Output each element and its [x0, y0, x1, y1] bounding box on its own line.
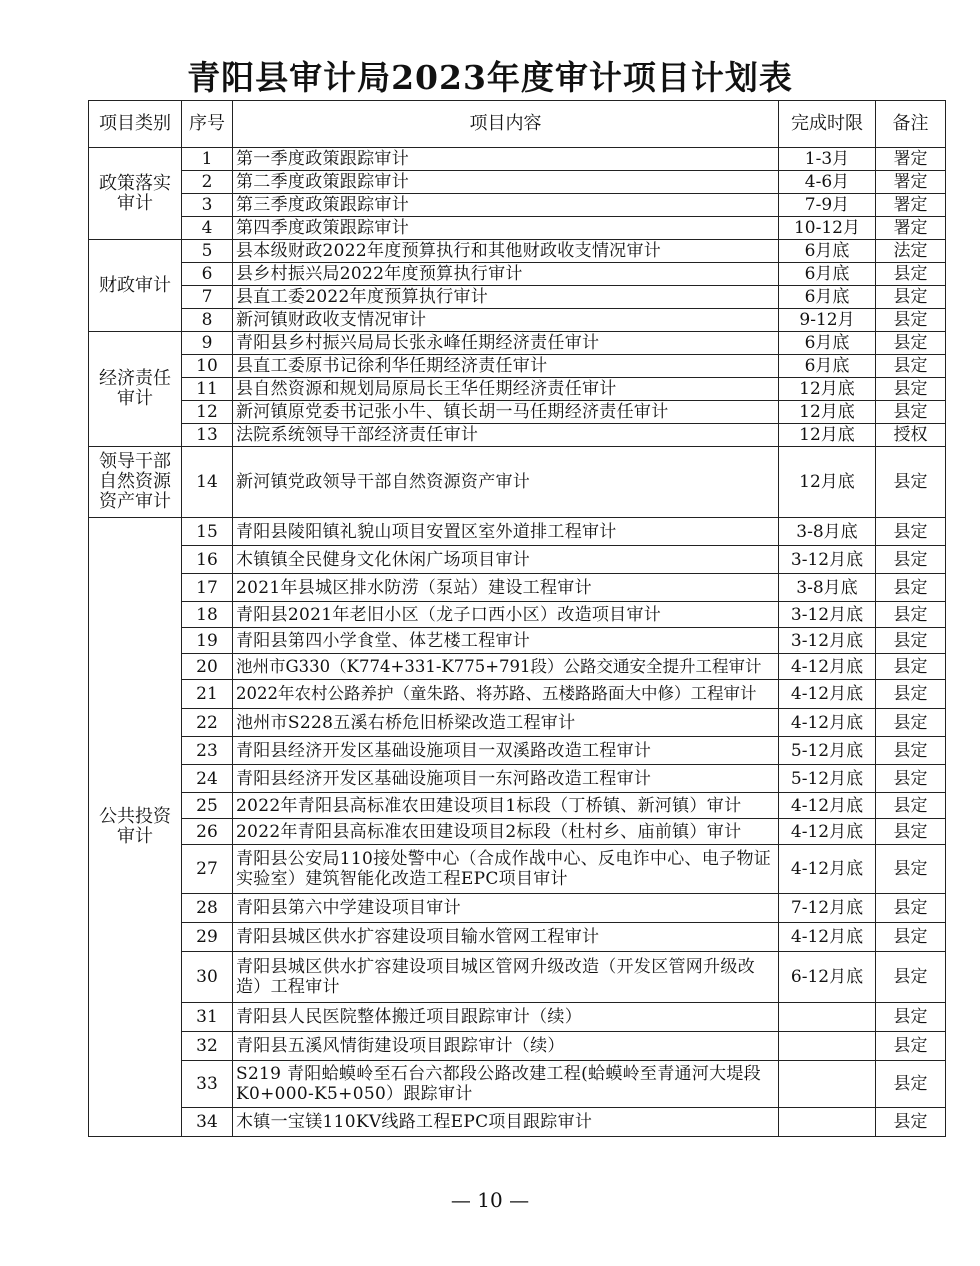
table-row [89, 355, 946, 378]
content-cell: 青阳县人民医院整体搬迁项目跟踪审计（续） [233, 1003, 779, 1032]
due-cell: 4-12月底 [779, 793, 876, 819]
table-row [89, 148, 946, 171]
seq-cell: 16 [182, 546, 233, 574]
table-row [89, 1032, 946, 1061]
seq-cell: 29 [182, 923, 233, 952]
due-cell: 4-12月底 [779, 680, 876, 709]
note-cell: 县定 [876, 401, 946, 424]
note-cell: 县定 [876, 447, 946, 518]
table-row [89, 378, 946, 401]
due-cell: 6月底 [779, 263, 876, 286]
due-cell: 6月底 [779, 286, 876, 309]
content-cell: 青阳县城区供水扩容建设项目输水管网工程审计 [233, 923, 779, 952]
due-cell: 4-12月底 [779, 709, 876, 737]
seq-cell: 24 [182, 765, 233, 793]
content-cell: 新河镇原党委书记张小牛、镇长胡一马任期经济责任审计 [233, 401, 779, 424]
note-cell: 署定 [876, 194, 946, 217]
note-cell: 县定 [876, 709, 946, 737]
content-cell: 县直工委原书记徐利华任期经济责任审计 [233, 355, 779, 378]
table-row [89, 332, 946, 355]
due-cell: 4-12月底 [779, 819, 876, 845]
seq-cell: 22 [182, 709, 233, 737]
table-row [89, 709, 946, 737]
note-cell: 县定 [876, 1003, 946, 1032]
table-row [89, 574, 946, 602]
note-cell: 县定 [876, 332, 946, 355]
table-row [89, 894, 946, 923]
seq-cell: 21 [182, 680, 233, 709]
table-row [89, 401, 946, 424]
note-cell: 县定 [876, 952, 946, 1003]
content-cell: 县自然资源和规划局原局长王华任期经济责任审计 [233, 378, 779, 401]
note-cell: 署定 [876, 217, 946, 240]
note-cell: 县定 [876, 737, 946, 765]
seq-cell: 4 [182, 217, 233, 240]
content-cell: 第四季度政策跟踪审计 [233, 217, 779, 240]
due-cell: 6月底 [779, 240, 876, 263]
category-cell: 政策落实审计 [89, 148, 182, 240]
content-cell: 青阳县经济开发区基础设施项目一双溪路改造工程审计 [233, 737, 779, 765]
due-cell: 6-12月底 [779, 952, 876, 1003]
table-row [89, 546, 946, 574]
seq-cell: 3 [182, 194, 233, 217]
due-cell: 7-12月底 [779, 894, 876, 923]
content-cell: 县本级财政2022年度预算执行和其他财政收支情况审计 [233, 240, 779, 263]
content-cell: 池州市S228五溪右桥危旧桥梁改造工程审计 [233, 709, 779, 737]
note-cell: 署定 [876, 171, 946, 194]
due-cell: 12月底 [779, 378, 876, 401]
header-note: 备注 [876, 101, 946, 148]
header-content: 项目内容 [233, 101, 779, 148]
table-row [89, 518, 946, 546]
due-cell: 3-8月底 [779, 574, 876, 602]
table-body [89, 148, 946, 1137]
table-row [89, 447, 946, 518]
seq-cell: 31 [182, 1003, 233, 1032]
note-cell: 县定 [876, 680, 946, 709]
due-cell: 9-12月 [779, 309, 876, 332]
seq-cell: 2 [182, 171, 233, 194]
note-cell: 县定 [876, 546, 946, 574]
table-row [89, 240, 946, 263]
note-cell: 县定 [876, 1108, 946, 1137]
due-cell: 10-12月 [779, 217, 876, 240]
content-cell: 第一季度政策跟踪审计 [233, 148, 779, 171]
table-row [89, 286, 946, 309]
seq-cell: 6 [182, 263, 233, 286]
table-row [89, 1061, 946, 1108]
content-cell: 青阳县经济开发区基础设施项目一东河路改造工程审计 [233, 765, 779, 793]
table-row [89, 171, 946, 194]
note-cell: 县定 [876, 602, 946, 628]
seq-cell: 5 [182, 240, 233, 263]
due-cell: 7-9月 [779, 194, 876, 217]
table-row [89, 923, 946, 952]
content-cell: 2022年农村公路养护（童朱路、将苏路、五楼路路面大中修）工程审计 [233, 680, 779, 709]
table-row [89, 654, 946, 680]
header-category: 项目类别 [89, 101, 182, 148]
seq-cell: 12 [182, 401, 233, 424]
content-cell: 青阳县2021年老旧小区（龙子口西小区）改造项目审计 [233, 602, 779, 628]
due-cell: 12月底 [779, 401, 876, 424]
seq-cell: 14 [182, 447, 233, 518]
note-cell: 署定 [876, 148, 946, 171]
note-cell: 县定 [876, 518, 946, 546]
due-cell: 3-12月底 [779, 546, 876, 574]
note-cell: 县定 [876, 654, 946, 680]
seq-cell: 25 [182, 793, 233, 819]
due-cell: 5-12月底 [779, 737, 876, 765]
seq-cell: 1 [182, 148, 233, 171]
content-cell: 新河镇财政收支情况审计 [233, 309, 779, 332]
due-cell: 1-3月 [779, 148, 876, 171]
content-cell: 青阳县第四小学食堂、体艺楼工程审计 [233, 628, 779, 654]
table-row [89, 680, 946, 709]
due-cell [779, 1061, 876, 1108]
note-cell: 县定 [876, 286, 946, 309]
page-title: 青阳县审计局2023年度审计项目计划表 [187, 58, 793, 97]
table-row [89, 628, 946, 654]
content-cell: 青阳县城区供水扩容建设项目城区管网升级改造（开发区管网升级改造）工程审计 [233, 952, 779, 1003]
content-cell: 县乡村振兴局2022年度预算执行审计 [233, 263, 779, 286]
content-cell: 2021年县城区排水防涝（泵站）建设工程审计 [233, 574, 779, 602]
seq-cell: 30 [182, 952, 233, 1003]
table-header-row [89, 101, 946, 148]
seq-cell: 34 [182, 1108, 233, 1137]
content-cell: 木镇镇全民健身文化休闲广场项目审计 [233, 546, 779, 574]
seq-cell: 33 [182, 1061, 233, 1108]
note-cell: 县定 [876, 1032, 946, 1061]
note-cell: 县定 [876, 309, 946, 332]
table-row [89, 309, 946, 332]
due-cell [779, 1032, 876, 1061]
seq-cell: 18 [182, 602, 233, 628]
seq-cell: 8 [182, 309, 233, 332]
header-seq: 序号 [182, 101, 233, 148]
seq-cell: 19 [182, 628, 233, 654]
note-cell: 县定 [876, 1061, 946, 1108]
note-cell: 县定 [876, 845, 946, 894]
content-cell: 木镇一宝镁110KV线路工程EPC项目跟踪审计 [233, 1108, 779, 1137]
category-cell: 财政审计 [89, 240, 182, 332]
table-row [89, 737, 946, 765]
table-row [89, 424, 946, 447]
seq-cell: 11 [182, 378, 233, 401]
table-row [89, 217, 946, 240]
content-cell: 第二季度政策跟踪审计 [233, 171, 779, 194]
due-cell: 4-12月底 [779, 654, 876, 680]
due-cell: 6月底 [779, 332, 876, 355]
table-row [89, 819, 946, 845]
seq-cell: 20 [182, 654, 233, 680]
due-cell: 3-8月底 [779, 518, 876, 546]
header-due: 完成时限 [779, 101, 876, 148]
table-row [89, 1003, 946, 1032]
category-cell: 领导干部自然资源资产审计 [89, 447, 182, 518]
content-cell: 2022年青阳县高标准农田建设项目1标段（丁桥镇、新河镇）审计 [233, 793, 779, 819]
due-cell: 4-12月底 [779, 845, 876, 894]
content-cell: 青阳县第六中学建设项目审计 [233, 894, 779, 923]
due-cell: 12月底 [779, 447, 876, 518]
note-cell: 县定 [876, 894, 946, 923]
seq-cell: 9 [182, 332, 233, 355]
note-cell: 县定 [876, 263, 946, 286]
note-cell: 县定 [876, 628, 946, 654]
due-cell: 12月底 [779, 424, 876, 447]
content-cell: 青阳县乡村振兴局局长张永峰任期经济责任审计 [233, 332, 779, 355]
table-row [89, 602, 946, 628]
note-cell: 县定 [876, 378, 946, 401]
table-row [89, 1108, 946, 1137]
seq-cell: 26 [182, 819, 233, 845]
category-cell: 公共投资审计 [89, 518, 182, 1137]
content-cell: 县直工委2022年度预算执行审计 [233, 286, 779, 309]
due-cell: 4-12月底 [779, 923, 876, 952]
due-cell [779, 1108, 876, 1137]
content-cell: 2022年青阳县高标准农田建设项目2标段（杜村乡、庙前镇）审计 [233, 819, 779, 845]
content-cell: 青阳县公安局110接处警中心（合成作战中心、反电诈中心、电子物证实验室）建筑智能化改造工程EPC项目审计 [233, 845, 779, 894]
due-cell: 4-6月 [779, 171, 876, 194]
table-row [89, 952, 946, 1003]
content-cell: S219 青阳蛤蟆岭至石台六都段公路改建工程(蛤蟆岭至青通河大堤段K0+000-K5+050）跟踪审计 [233, 1061, 779, 1108]
seq-cell: 10 [182, 355, 233, 378]
content-cell: 池州市G330（K774+331-K775+791段）公路交通安全提升工程审计 [233, 654, 779, 680]
note-cell: 县定 [876, 793, 946, 819]
note-cell: 县定 [876, 765, 946, 793]
table-row [89, 845, 946, 894]
note-cell: 县定 [876, 355, 946, 378]
content-cell: 第三季度政策跟踪审计 [233, 194, 779, 217]
due-cell: 3-12月底 [779, 628, 876, 654]
table-row [89, 263, 946, 286]
table-row [89, 194, 946, 217]
note-cell: 县定 [876, 574, 946, 602]
table-row [89, 765, 946, 793]
content-cell: 青阳县陵阳镇礼貌山项目安置区室外道排工程审计 [233, 518, 779, 546]
seq-cell: 23 [182, 737, 233, 765]
page-number: — 10 — [450, 1188, 530, 1212]
seq-cell: 15 [182, 518, 233, 546]
note-cell: 法定 [876, 240, 946, 263]
note-cell: 县定 [876, 923, 946, 952]
content-cell: 新河镇党政领导干部自然资源资产审计 [233, 447, 779, 518]
seq-cell: 17 [182, 574, 233, 602]
content-cell: 法院系统领导干部经济责任审计 [233, 424, 779, 447]
seq-cell: 13 [182, 424, 233, 447]
due-cell: 6月底 [779, 355, 876, 378]
content-cell: 青阳县五溪风情街建设项目跟踪审计（续） [233, 1032, 779, 1061]
due-cell [779, 1003, 876, 1032]
note-cell: 授权 [876, 424, 946, 447]
category-cell: 经济责任审计 [89, 332, 182, 447]
note-cell: 县定 [876, 819, 946, 845]
audit-plan-table [88, 100, 946, 1137]
table-row [89, 793, 946, 819]
due-cell: 5-12月底 [779, 765, 876, 793]
seq-cell: 7 [182, 286, 233, 309]
seq-cell: 27 [182, 845, 233, 894]
seq-cell: 32 [182, 1032, 233, 1061]
due-cell: 3-12月底 [779, 602, 876, 628]
seq-cell: 28 [182, 894, 233, 923]
